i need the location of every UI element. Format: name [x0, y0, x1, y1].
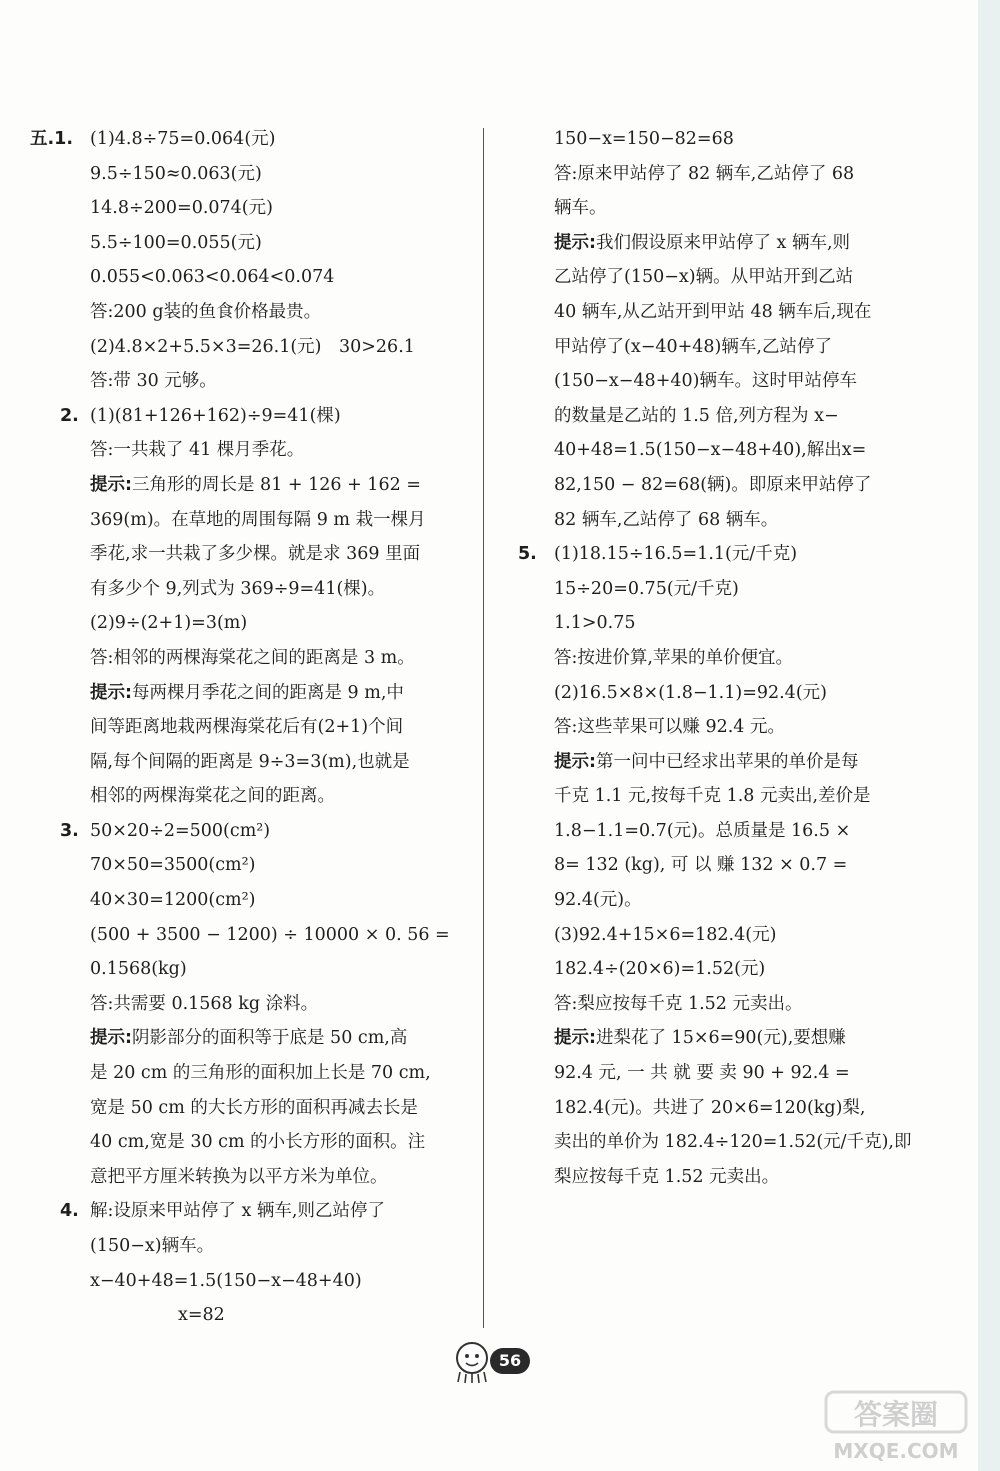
answer-text: 92.4 元, 一 共 就 要 卖 90 + 92.4 = [554, 1063, 850, 1084]
answer-line [30, 883, 480, 918]
answer-line [518, 606, 933, 641]
answer-line [30, 641, 480, 676]
answer-text: 1.1>0.75 [554, 613, 636, 634]
answer-text: (1)(81+126+162)÷9=41(棵) [90, 405, 341, 426]
answer-text: 1.8−1.1=0.7(元)。总质量是 16.5 × [554, 820, 851, 841]
answer-text: 梨应按每千克 1.52 元卖出。 [554, 1166, 780, 1187]
answer-line [30, 1264, 480, 1299]
answer-text: 182.4÷(20×6)=1.52(元) [554, 959, 766, 980]
answer-line [30, 191, 480, 226]
answer-text: 辆车。 [554, 198, 607, 219]
answer-line [30, 1160, 480, 1195]
answer-text: x−40+48=1.5(150−x−48+40) [90, 1270, 362, 1291]
answer-line [518, 1125, 933, 1160]
left-column [30, 122, 480, 1333]
answer-text: 答:200 g装的鱼食价格最贵。 [90, 301, 322, 322]
answer-line [30, 157, 480, 192]
answer-text: (2)16.5×8×(1.8−1.1)=92.4(元) [554, 682, 827, 703]
answer-line [30, 606, 480, 641]
answer-line [30, 468, 480, 503]
answer-line [518, 676, 933, 711]
answer-text: (1)4.8÷75=0.064(元) [90, 129, 276, 149]
answer-line [30, 779, 480, 814]
answer-text: 150−x=150−82=68 [554, 129, 734, 149]
answer-text: 答:梨应按每千克 1.52 元卖出。 [554, 993, 803, 1014]
answer-text: 乙站停了(150−x)辆。从甲站开到乙站 [554, 267, 854, 288]
answer-line [30, 226, 480, 261]
answer-line [518, 468, 933, 503]
answer-text: 有多少个 9,列式为 369÷9=41(棵)。 [90, 578, 386, 599]
hint-label: 提示: [554, 751, 596, 772]
answer-text: 答:带 30 元够。 [90, 371, 217, 392]
page-edge-strip [978, 0, 1000, 1471]
answer-text: 5.5÷100=0.055(元) [90, 232, 262, 253]
question-number: 5. [518, 544, 537, 565]
answer-text: 82,150 − 82=68(辆)。即原来甲站停了 [554, 474, 872, 495]
answer-line [518, 572, 933, 607]
question-number: 3. [60, 820, 79, 841]
answer-line [30, 433, 480, 468]
answer-text: 答:按进价算,苹果的单价便宜。 [554, 647, 793, 668]
answer-text: 答:这些苹果可以赚 92.4 元。 [554, 717, 785, 738]
answer-text: 宽是 50 cm 的大长方形的面积再减去长是 [90, 1097, 418, 1118]
answer-text: 答:原来甲站停了 82 辆车,乙站停了 68 [554, 163, 855, 184]
answer-line [30, 1194, 480, 1229]
answer-line [30, 364, 480, 399]
answer-line [518, 191, 933, 226]
answer-line [518, 1160, 933, 1195]
answer-line [518, 745, 933, 780]
answer-line [30, 122, 480, 157]
watermark [822, 1386, 972, 1466]
answer-line [30, 710, 480, 745]
answer-text: (150−x−48+40)辆车。这时甲站停车 [554, 371, 857, 392]
answer-line [30, 295, 480, 330]
hint-label: 提示: [554, 1028, 596, 1049]
answer-text: 40+48=1.5(150−x−48+40),解出x= [554, 440, 867, 461]
answer-line [518, 122, 933, 157]
answer-line [518, 1021, 933, 1056]
watermark-url: MXQE.COM [833, 1439, 959, 1463]
answer-text: (500 + 3500 − 1200) ÷ 10000 × 0. 56 = [90, 924, 450, 945]
answer-text: 答:一共栽了 41 棵月季花。 [90, 440, 305, 461]
answer-text: 每两棵月季花之间的距离是 9 m,中 [132, 682, 404, 703]
answer-text: 卖出的单价为 182.4÷120=1.52(元/千克),即 [554, 1132, 912, 1153]
answer-text: 182.4(元)。共进了 20×6=120(kg)梨, [554, 1097, 866, 1118]
answer-line [518, 399, 933, 434]
answer-text: 40 cm,宽是 30 cm 的小长方形的面积。注 [90, 1132, 426, 1153]
answer-text: (2)9÷(2+1)=3(m) [90, 613, 248, 634]
answer-text: 82 辆车,乙站停了 68 辆车。 [554, 509, 779, 530]
question-number: 4. [60, 1201, 79, 1222]
answer-line [518, 641, 933, 676]
answer-line [30, 952, 480, 987]
answer-line [30, 676, 480, 711]
hint-label: 提示: [90, 1028, 132, 1049]
answer-text: 50×20÷2=500(cm²) [90, 820, 271, 841]
answer-line [30, 1056, 480, 1091]
watermark-logo: 答案圈 [853, 1398, 939, 1431]
answer-text: (2)4.8×2+5.5×3=26.1(元) 30>26.1 [90, 336, 415, 357]
answer-line [30, 1298, 480, 1333]
answer-line [30, 1229, 480, 1264]
answer-line [518, 952, 933, 987]
answer-text: 8= 132 (kg), 可 以 赚 132 × 0.7 = [554, 855, 848, 876]
answer-text: (3)92.4+15×6=182.4(元) [554, 924, 777, 945]
answer-line [518, 260, 933, 295]
answer-text: (150−x)辆车。 [90, 1236, 215, 1256]
answer-text: 是 20 cm 的三角形的面积加上长是 70 cm, [90, 1063, 431, 1084]
answer-line [518, 364, 933, 399]
answer-text: 答:共需要 0.1568 kg 涂料。 [90, 993, 319, 1014]
answer-text: 369(m)。在草地的周围每隔 9 m 栽一棵月 [90, 509, 426, 530]
answer-line [518, 848, 933, 883]
answer-line [30, 1021, 480, 1056]
answer-line [518, 157, 933, 192]
answer-text: 答:相邻的两棵海棠花之间的距离是 3 m。 [90, 647, 415, 668]
question-number: 2. [60, 405, 79, 426]
answer-text: 40 辆车,从乙站开到甲站 48 辆车后,现在 [554, 301, 872, 322]
answer-line [30, 745, 480, 780]
answer-line [30, 814, 480, 849]
answer-text: 第一问中已经求出苹果的单价是每 [596, 751, 859, 772]
answer-line [518, 710, 933, 745]
answer-text: 15÷20=0.75(元/千克) [554, 578, 739, 599]
answer-line [30, 537, 480, 572]
answer-text: x=82 [178, 1305, 225, 1326]
answer-line [30, 918, 480, 953]
right-column [518, 122, 933, 1194]
column-divider [483, 128, 484, 1328]
answer-text: 意把平方厘米转换为以平方米为单位。 [90, 1166, 388, 1187]
mascot-icon [446, 1338, 496, 1384]
answer-line [518, 987, 933, 1022]
answer-line [30, 848, 480, 883]
page-footer [446, 1338, 536, 1384]
answer-line [518, 330, 933, 365]
answer-line [30, 503, 480, 538]
answer-text: 的数量是乙站的 1.5 倍,列方程为 x− [554, 405, 839, 426]
answer-text: 解:设原来甲站停了 x 辆车,则乙站停了 [90, 1201, 385, 1222]
answer-line [518, 295, 933, 330]
answer-line [518, 503, 933, 538]
answer-line [30, 1091, 480, 1126]
answer-text: 进梨花了 15×6=90(元),要想赚 [596, 1028, 846, 1049]
answer-text: 40×30=1200(cm²) [90, 890, 256, 911]
answer-text: 隔,每个间隔的距离是 9÷3=3(m),也就是 [90, 751, 410, 772]
answer-line [518, 1091, 933, 1126]
answer-line [518, 433, 933, 468]
answer-line [518, 883, 933, 918]
answer-line [518, 1056, 933, 1091]
answer-line [518, 814, 933, 849]
answer-text: 相邻的两棵海棠花之间的距离。 [90, 786, 335, 807]
answer-line [30, 572, 480, 607]
answer-line [30, 330, 480, 365]
answer-text: 0.055<0.063<0.064<0.074 [90, 267, 335, 288]
answer-text: 9.5÷150≈0.063(元) [90, 163, 262, 184]
answer-text: 甲站停了(x−40+48)辆车,乙站停了 [554, 336, 832, 357]
answer-line [30, 260, 480, 295]
answer-line [518, 537, 933, 572]
answer-line [518, 779, 933, 814]
answer-text: 14.8÷200=0.074(元) [90, 198, 273, 219]
answer-line [518, 226, 933, 261]
answer-text: 三角形的周长是 81 + 126 + 162 = [132, 474, 421, 495]
answer-text: 92.4(元)。 [554, 890, 642, 911]
answer-text: 0.1568(kg) [90, 959, 187, 980]
page-number: 56 [490, 1348, 530, 1374]
answer-line [30, 987, 480, 1022]
answer-line [30, 1125, 480, 1160]
answer-line [30, 399, 480, 434]
answer-text: (1)18.15÷16.5=1.1(元/千克) [554, 544, 798, 565]
hint-label: 提示: [554, 232, 596, 253]
answer-text: 间等距离地栽两棵海棠花后有(2+1)个间 [90, 717, 404, 738]
answer-text: 70×50=3500(cm²) [90, 855, 256, 876]
hint-label: 提示: [90, 682, 132, 703]
answer-text: 我们假设原来甲站停了 x 辆车,则 [596, 232, 851, 253]
answer-text: 阴影部分的面积等于底是 50 cm,高 [132, 1028, 408, 1049]
answer-text: 季花,求一共栽了多少棵。就是求 369 里面 [90, 544, 421, 565]
hint-label: 提示: [90, 474, 132, 495]
answer-line [518, 918, 933, 953]
question-number: 五.1. [30, 129, 73, 149]
answer-text: 千克 1.1 元,按每千克 1.8 元卖出,差价是 [554, 786, 871, 807]
